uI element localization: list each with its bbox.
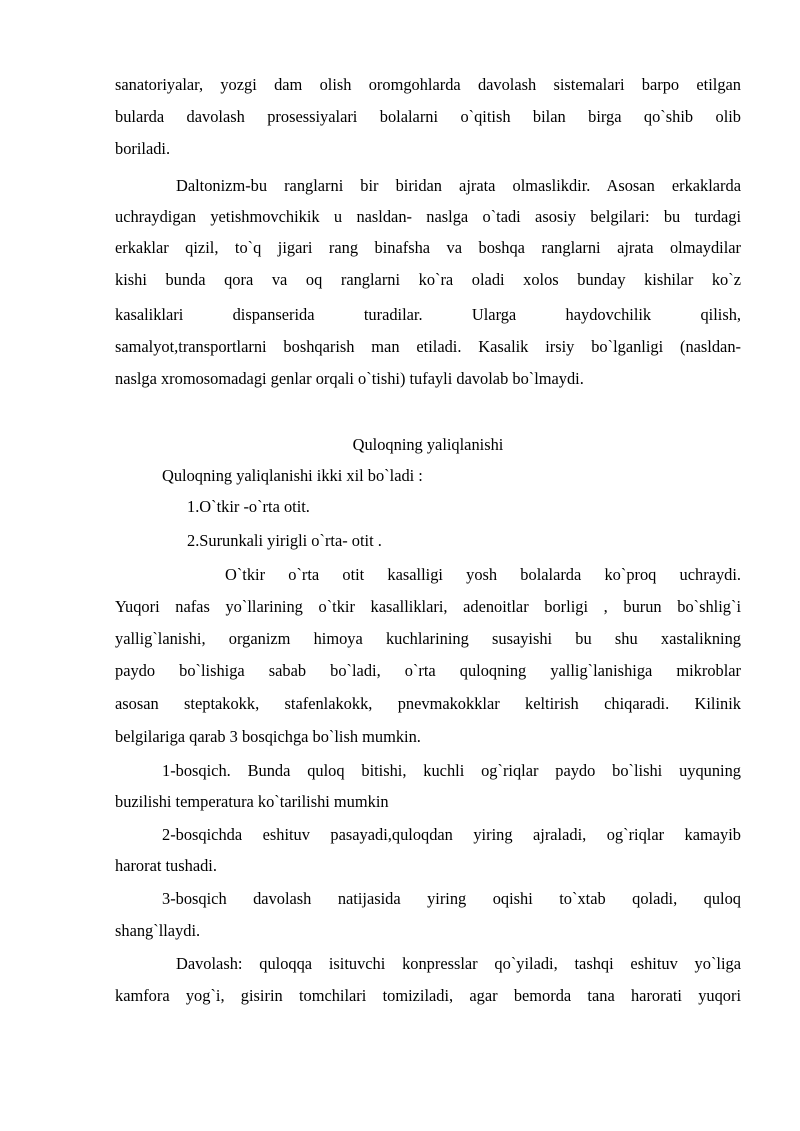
list-item: 2.Surunkali yirigli o`rta- otit . xyxy=(187,531,382,550)
paragraph-line: sanatoriyalar, yozgi dam olish oromgohlarda davolash sistemalari barpo etilgan xyxy=(115,75,741,94)
paragraph-line: O`tkir o`rta otit kasalligi yosh bolalarda ko`proq uchraydi. xyxy=(225,565,741,584)
list-item: 1.O`tkir -o`rta otit. xyxy=(187,497,310,516)
paragraph-line: asosan steptakokk, stafenlakokk, pnevmakokklar keltirish chiqaradi. Kilinik xyxy=(115,694,741,713)
paragraph-line: buzilishi temperatura ko`tarilishi mumkin xyxy=(115,792,389,811)
paragraph-line: harorat tushadi. xyxy=(115,856,217,875)
paragraph-line: samalyot,transportlarni boshqarish man etiladi. Kasalik irsiy bo`lganligi (nasldan- xyxy=(115,337,741,356)
paragraph-line: uchraydigan yetishmovchikik u nasldan- naslga o`tadi asosiy belgilari: bu turdagi xyxy=(115,207,741,226)
paragraph-line: kamfora yog`i, gisirin tomchilari tomiziladi, agar bemorda tana harorati yuqori xyxy=(115,986,741,1005)
section-heading: Quloqning yaliqlanishi xyxy=(352,435,504,454)
paragraph-line: paydo bo`lishiga sabab bo`ladi, o`rta quloqning yallig`lanishiga mikroblar xyxy=(115,661,741,680)
paragraph-line: shang`llaydi. xyxy=(115,921,201,940)
paragraph-line: kasaliklari dispanserida turadilar. Ularga haydovchilik qilish, xyxy=(115,305,741,324)
paragraph-line: kishi bunda qora va oq ranglarni ko`ra oladi xolos bunday kishilar ko`z xyxy=(115,270,741,289)
paragraph-line: bularda davolash prosessiyalari bolalarni o`qitish bilan birga qo`shib olib xyxy=(115,107,741,126)
paragraph-line: Daltonizm-bu ranglarni bir biridan ajrata olmaslikdir. Asosan erkaklarda xyxy=(176,176,741,195)
paragraph-line: 1-bosqich. Bunda quloq bitishi, kuchli og`riqlar paydo bo`lishi uyquning xyxy=(162,761,741,780)
paragraph-line: 2-bosqichda eshituv pasayadi,quloqdan yiring ajraladi, og`riqlar kamayib xyxy=(162,825,741,844)
paragraph-line: erkaklar qizil, to`q jigari rang binafsha va boshqa ranglarni ajrata olmaydilar xyxy=(115,238,741,257)
paragraph-line: 3-bosqich davolash natijasida yiring oqishi to`xtab qoladi, quloq xyxy=(162,889,741,908)
paragraph-line: boriladi. xyxy=(115,139,171,158)
paragraph-line: Quloqning yaliqlanishi ikki xil bo`ladi : xyxy=(162,466,423,485)
paragraph-line: yallig`lanishi, organizm himoya kuchlarining susayishi bu shu xastalikning xyxy=(115,629,741,648)
paragraph-line: Davolash: quloqqa isituvchi konpresslar qo`yiladi, tashqi eshituv yo`liga xyxy=(176,954,741,973)
paragraph-line: Yuqori nafas yo`llarining o`tkir kasalliklari, adenoitlar borligi , burun bo`shlig`i xyxy=(115,597,741,616)
paragraph-line: naslga xromosomadagi genlar orqali o`tishi) tufayli davolab bo`lmaydi. xyxy=(115,369,584,388)
paragraph-line: belgilariga qarab 3 bosqichga bo`lish mumkin. xyxy=(115,727,421,746)
